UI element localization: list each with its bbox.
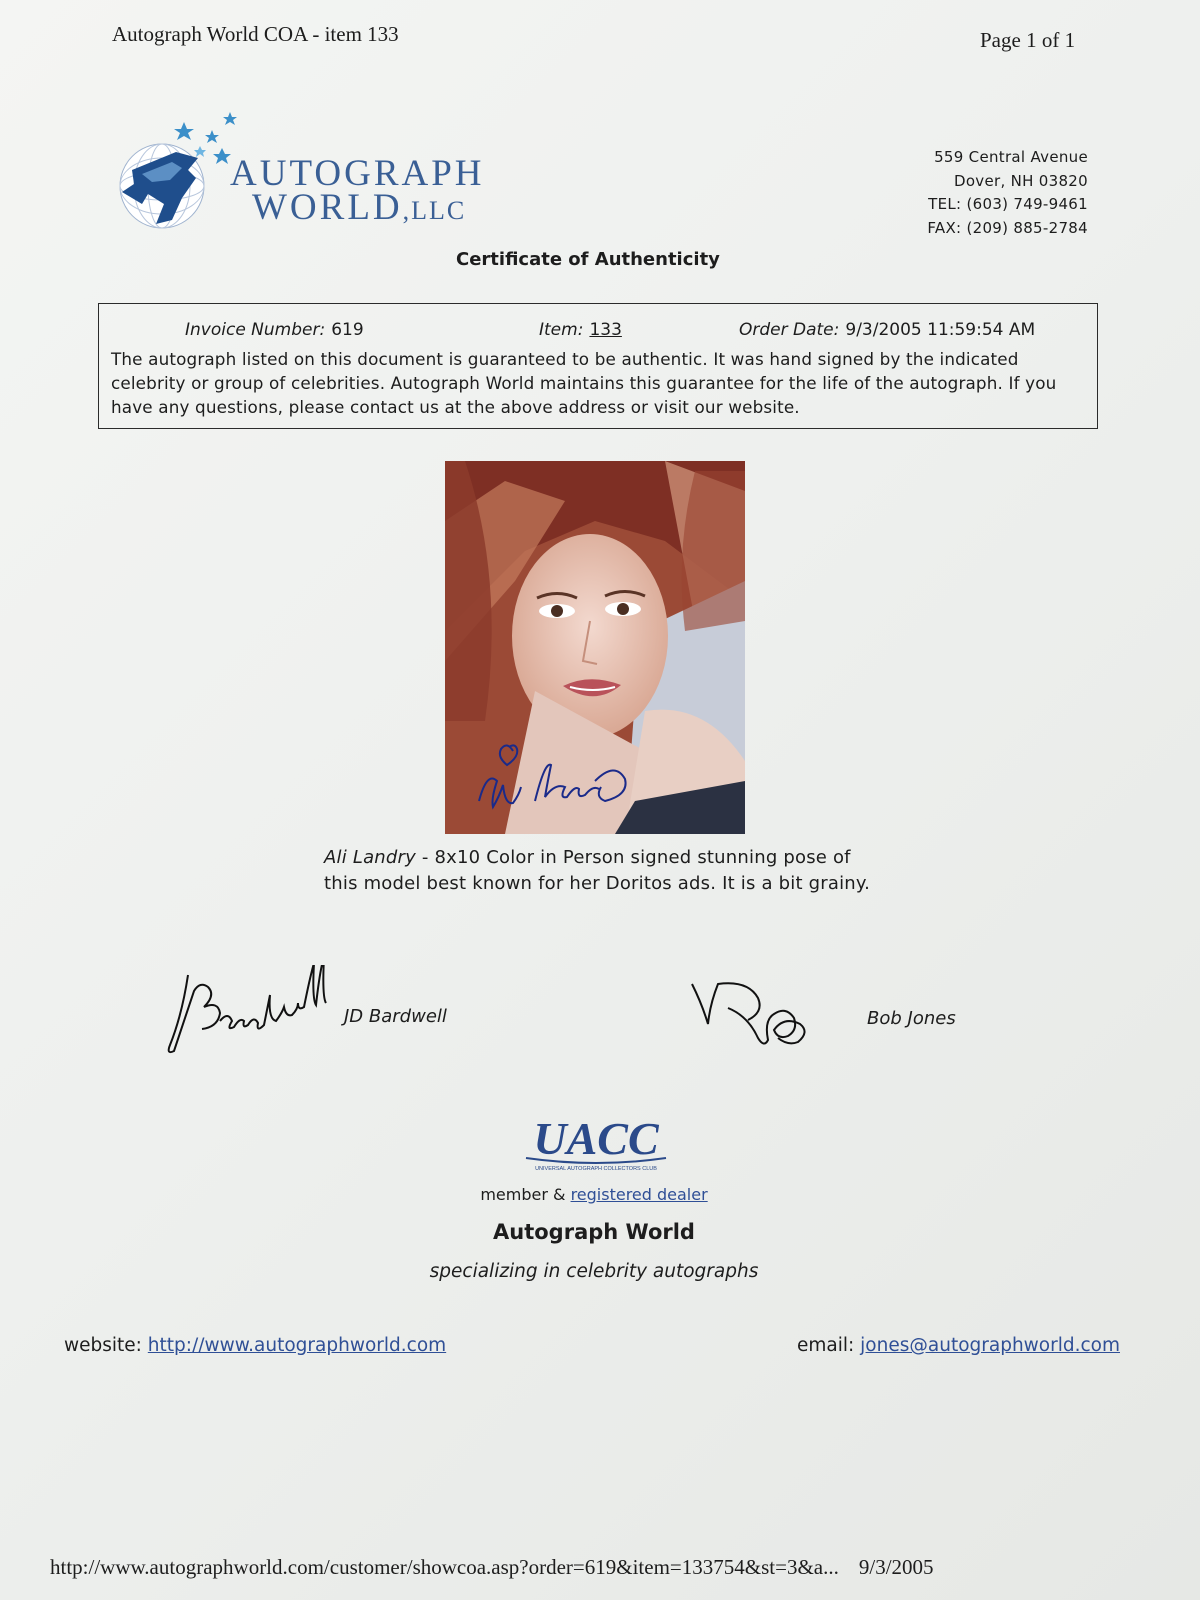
item-value: 133	[589, 320, 622, 340]
logo-text-autograph: AUTOGRAPH	[230, 153, 485, 194]
autograph-world-logo	[112, 108, 512, 238]
uacc-logo-text: UACC	[533, 1113, 659, 1164]
print-footer	[50, 1555, 934, 1580]
signer-name-bob-jones: Bob Jones	[867, 1008, 956, 1029]
signature-bob-jones	[688, 978, 828, 1058]
company-tagline: specializing in celebrity autographs	[429, 1261, 759, 1282]
member-text: member &	[480, 1185, 566, 1204]
document-header-title: Autograph World COA - item 133	[112, 22, 399, 46]
invoice-number-value: 619	[331, 320, 364, 340]
company-name: Autograph World	[493, 1220, 695, 1244]
company-address	[927, 146, 1088, 240]
globe-stars-icon	[112, 108, 242, 238]
signed-photo	[445, 461, 745, 834]
uacc-logo-subtext: UNIVERSAL AUTOGRAPH COLLECTORS CLUB	[535, 1166, 657, 1172]
registered-dealer-link[interactable]: registered dealer	[570, 1185, 708, 1204]
page-number: Page 1 of 1	[980, 28, 1076, 52]
uacc-logo	[516, 1110, 676, 1180]
item-label: Item:	[539, 320, 584, 340]
order-date-value: 9/3/2005 11:59:54 AM	[845, 320, 1036, 340]
email-line	[797, 1335, 1120, 1356]
address-fax: FAX: (209) 885-2784	[927, 218, 1088, 237]
item-number	[539, 320, 622, 340]
invoice-info-box	[98, 303, 1098, 429]
signer-name-jd-bardwell: JD Bardwell	[344, 1006, 447, 1027]
address-city: Dover, NH 03820	[953, 171, 1088, 190]
item-description	[324, 845, 884, 897]
email-link[interactable]: jones@autographworld.com	[860, 1335, 1120, 1356]
invoice-number	[185, 320, 364, 340]
invoice-number-label: Invoice Number:	[185, 320, 326, 340]
order-date-label: Order Date:	[739, 320, 840, 340]
footer-date: 9/3/2005	[858, 1555, 934, 1579]
address-tel: TEL: (603) 749-9461	[928, 195, 1088, 213]
website-label: website:	[64, 1335, 142, 1356]
guarantee-text: The autograph listed on this document is guaranteed to be authentic. It was hand signed by the indicated celebrity or group of celebrities. Autograph World maintains this guarantee for the life of the autograph. If you have any questions, please contact us at the above address or visit our website.	[111, 349, 1057, 417]
certificate-title: Certificate of Authenticity	[456, 249, 720, 270]
address-street: 559 Central Avenue	[934, 148, 1088, 166]
uacc-membership-line	[0, 1185, 1188, 1204]
autograph-signature-ali-landry	[465, 731, 645, 821]
email-label: email:	[797, 1335, 855, 1356]
website-line	[64, 1335, 446, 1356]
signature-jd-bardwell	[158, 965, 328, 1065]
item-description-text: - 8x10 Color in Person signed stunning pose of this model best known for her Doritos ads. It is a bit grainy.	[324, 847, 871, 894]
website-link[interactable]: http://www.autographworld.com	[147, 1335, 447, 1356]
logo-suffix: ,LLC	[402, 196, 467, 225]
footer-url: http://www.autographworld.com/customer/showcoa.asp?order=619&item=133754&st=3&a...	[50, 1555, 839, 1579]
celebrity-name: Ali Landry	[324, 847, 416, 868]
order-date	[739, 320, 1035, 340]
logo-text-world: WORLD,LLC	[252, 187, 467, 228]
